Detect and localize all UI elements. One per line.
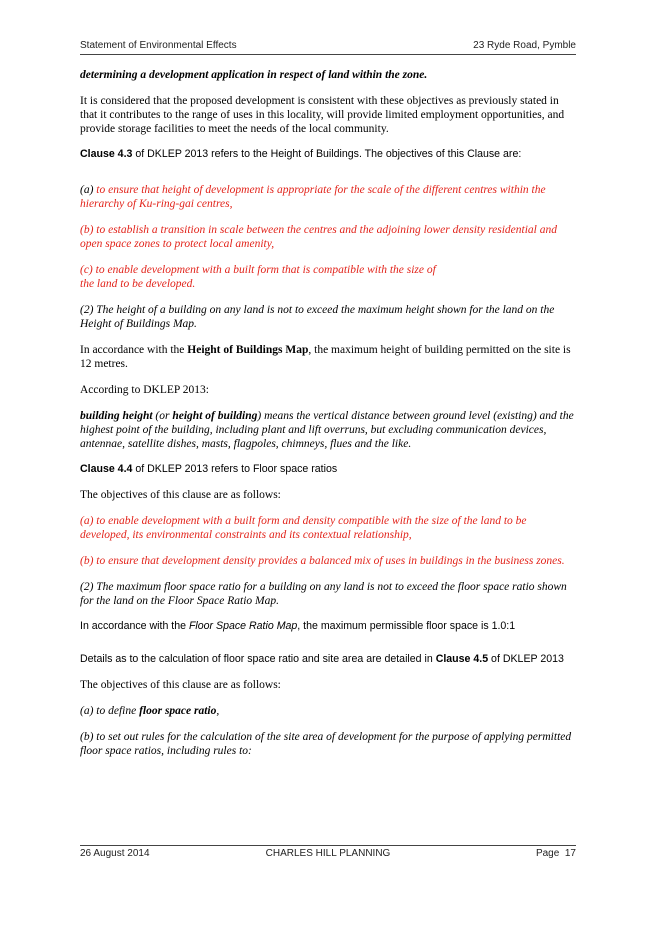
details-paragraph: [80, 653, 576, 666]
fsr-map-paragraph: [80, 620, 576, 633]
clause-4-3-text: of DKLEP 2013 refers to the Height of Buildings. The objectives of this Clause are:: [132, 148, 522, 160]
header-site-address: 23 Ryde Road, Pymble: [473, 40, 576, 51]
height-map-ref: Height of Buildings Map: [187, 344, 309, 356]
page-body: [80, 68, 576, 770]
clause-4-4-ref: Clause 4.4: [80, 463, 133, 475]
building-height-definition: [80, 409, 576, 451]
height-objective-a: [80, 183, 576, 211]
footer-firm: CHARLES HILL PLANNING: [265, 848, 391, 859]
clause-4-5-objectives-intro: The objectives of this clause are as follows:: [80, 679, 281, 691]
page-number: 17: [564, 848, 576, 859]
definition-term-2: height of building: [172, 410, 258, 422]
objective-a-text: to ensure that height of development is appropriate for the scale of the different centres within the hierarchy of Ku-ring-gai centres,: [80, 184, 546, 210]
footer-page: [536, 848, 576, 859]
header-rule: [80, 54, 576, 55]
clause-4-4-intro: [80, 463, 576, 476]
objective-c-line1: (c) to enable development with a built form that is compatible with the size of: [80, 264, 436, 276]
clause-4-5-objective-a: [80, 704, 576, 718]
height-map-post: , the maximum height of building permitted on the site is 12 metres.: [80, 344, 571, 370]
fsr-subclause-2: (2) The maximum floor space ratio for a building on any land is not to exceed the floor space ratio shown for the land on the Floor Space Ratio Map.: [80, 581, 567, 607]
fsr-objectives-intro: The objectives of this clause are as follows:: [80, 489, 281, 501]
fsr-map-pre: In accordance with the: [80, 620, 189, 632]
continued-objective: determining a development application in respect of land within the zone.: [80, 69, 428, 81]
fsr-objective-a: (a) to enable development with a built form and density compatible with the size of the land to be developed, its environmental constraints and its contextual relationship,: [80, 515, 527, 541]
definition-term-1: building height: [80, 410, 153, 422]
footer-date: 26 August 2014: [80, 848, 150, 859]
definition-body: ) means the vertical distance between ground level (existing) and the highest point of the building, including plant and lift overruns, but excluding communication devices, antennae, satellite dishes, masts, flagpoles, chimneys, flues and the like.: [80, 410, 574, 450]
clause-4-5-ref: Clause 4.5: [435, 653, 489, 665]
fsr-objective-b: (b) to ensure that development density provides a balanced mix of uses in buildings in the business zones.: [80, 555, 565, 567]
header-document-title: Statement of Environmental Effects: [80, 40, 237, 51]
definition-mid-1: (or: [152, 410, 173, 422]
clause-4-5-objective-b: (b) to set out rules for the calculation of the site area of development for the purpose of applying permitted floor space ratios, including rules to:: [80, 731, 572, 757]
details-post: of DKLEP 2013: [488, 653, 564, 665]
height-subclause-2: (2) The height of a building on any land is not to exceed the maximum height shown for the land on the Height of Buildings Map.: [80, 304, 555, 330]
page-header: [80, 40, 576, 54]
height-objective-c: [80, 263, 576, 291]
height-map-paragraph: [80, 343, 576, 371]
clause-4-3-intro: [80, 148, 576, 161]
according-to: According to DKLEP 2013:: [80, 384, 209, 396]
clause-4-3-ref: Clause 4.3: [80, 148, 133, 160]
objective-c-line2: the land to be developed.: [80, 278, 196, 290]
fsr-map-post: , the maximum permissible floor space is 1.0:1: [297, 620, 516, 632]
page-footer: [80, 848, 576, 862]
consistency-paragraph: It is considered that the proposed development is consistent with these objectives as previously stated in that it contributes to the range of uses in this locality, will provide limited employment opportunities, and provide storage facilities to meet the needs of the local community.: [80, 95, 565, 135]
footer-rule: [80, 845, 576, 846]
c45-a-pre: (a) to define: [80, 705, 140, 717]
c45-a-post: ,: [216, 705, 220, 717]
clause-4-4-text: of DKLEP 2013 refers to Floor space ratios: [132, 463, 338, 475]
height-map-pre: In accordance with the: [80, 344, 188, 356]
objective-a-label: (a): [80, 184, 94, 196]
page-label: Page: [535, 848, 560, 859]
c45-a-term: floor space ratio: [139, 705, 217, 717]
details-pre: Details as to the calculation of floor space ratio and site area are detailed in: [80, 653, 436, 665]
fsr-map-ref: Floor Space Ratio Map: [188, 620, 298, 632]
height-objective-b: (b) to establish a transition in scale between the centres and the adjoining lower density residential and open space zones to protect local amenity,: [80, 224, 557, 250]
